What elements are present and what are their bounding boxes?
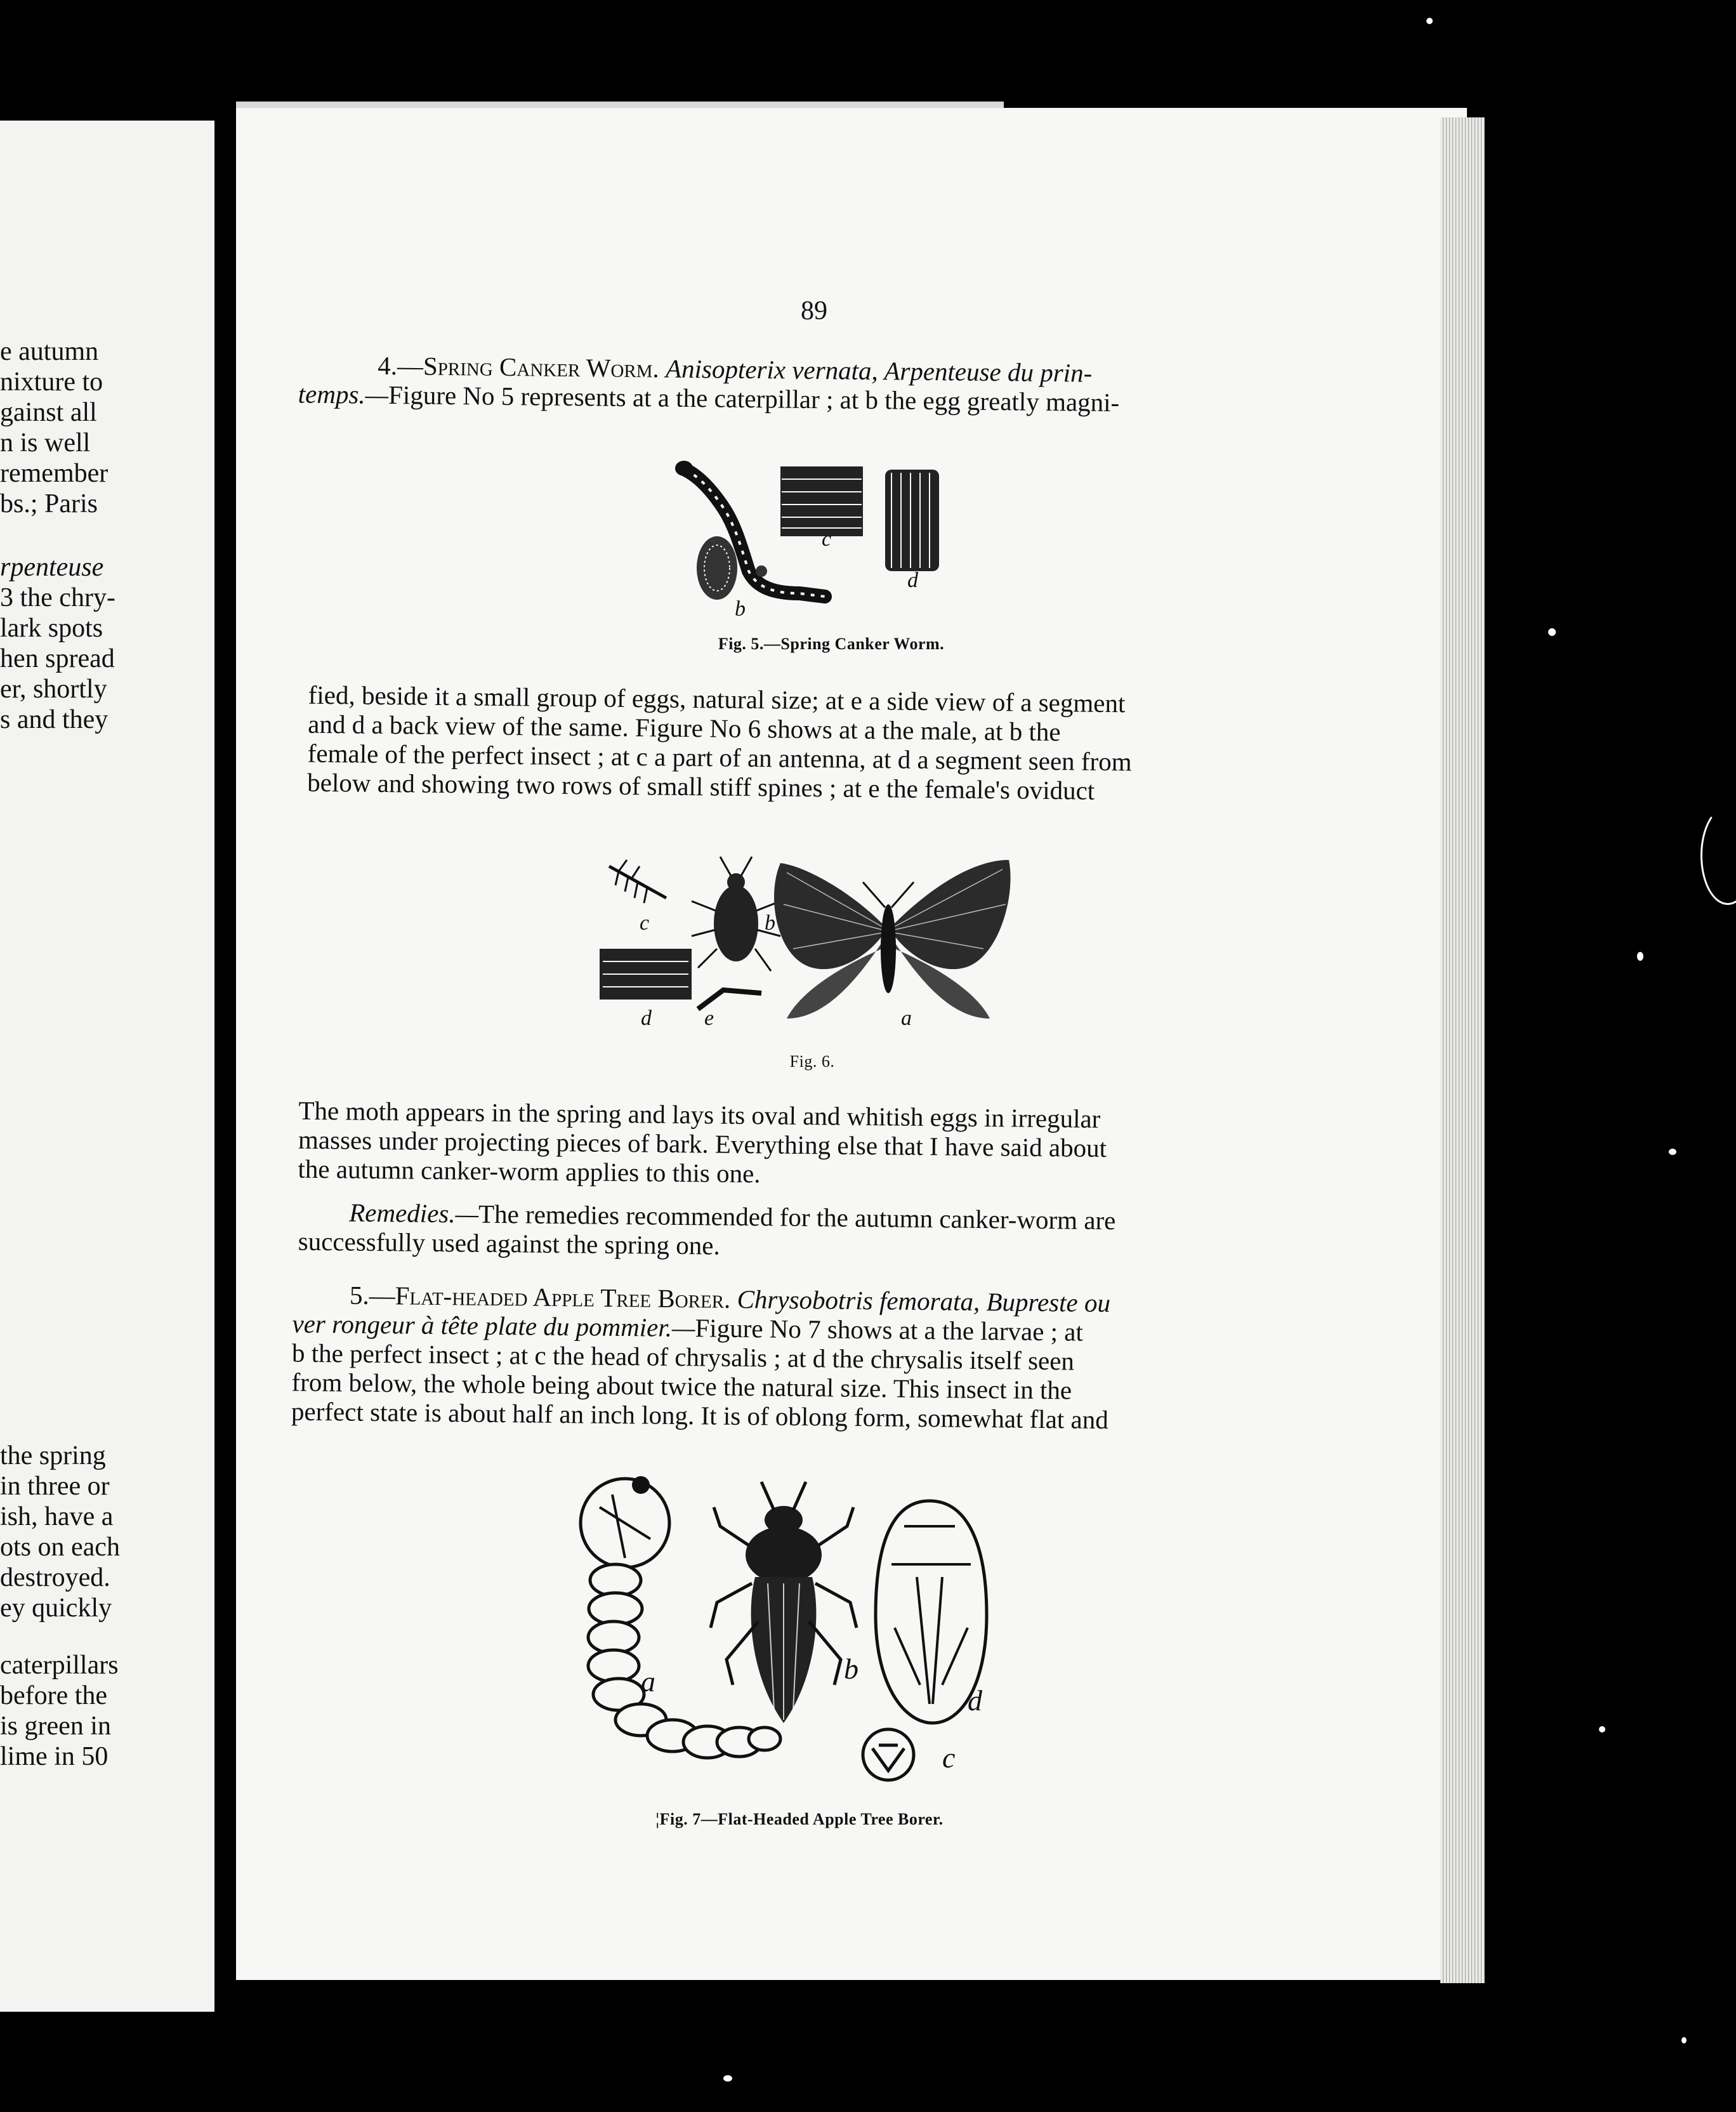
paragraph-3 <box>298 1096 1307 1194</box>
section-4-paragraph <box>298 350 1320 419</box>
text-line: masses under projecting pieces of bark. Everything else that I have said about <box>298 1125 1107 1163</box>
left-line: lark spots <box>0 614 103 643</box>
left-line: the spring <box>0 1441 106 1470</box>
fig6-label-c: c <box>640 911 650 935</box>
fig7-label-c: c <box>942 1741 956 1774</box>
segment-side-drawing <box>780 466 863 536</box>
text-line: from below, the whole being about twice the natural size. This insect in the <box>291 1367 1072 1405</box>
fig6-label-e: e <box>704 1006 714 1030</box>
dust-speck <box>1681 2037 1687 2043</box>
left-line: is green in <box>0 1712 111 1741</box>
dust-speck <box>1637 952 1643 961</box>
text-line: fied, beside it a small group of eggs, natural size; at e a side view of a segment <box>308 680 1126 718</box>
fig7-label-a: a <box>641 1665 655 1698</box>
remedies-text: The remedies recommended for the autumn canker-worm are <box>478 1199 1116 1236</box>
antenna-drawing <box>609 860 666 903</box>
left-line: s and they <box>0 705 109 734</box>
left-line: lime in 50 <box>0 1742 109 1771</box>
section-4-number: 4.— <box>378 350 424 381</box>
section-5-paragraph <box>291 1280 1308 1437</box>
fig6-label-a: a <box>901 1006 912 1030</box>
fig6-label-d: d <box>641 1006 652 1030</box>
figure-5-caption: Fig. 5.—Spring Canker Worm. <box>718 635 945 653</box>
text-line: female of the perfect insect ; at c a part of an antenna, at d a segment seen from <box>307 738 1132 777</box>
fig7-label-d: d <box>968 1684 982 1717</box>
left-line: in three or <box>0 1472 110 1501</box>
figure-5-spring-canker-worm <box>673 457 990 628</box>
left-line: nixture to <box>0 367 103 397</box>
figure-6-moth <box>596 854 1028 1038</box>
paragraph-2 <box>307 680 1311 808</box>
left-line: bs.; Paris <box>0 489 98 518</box>
left-line: ey quickly <box>0 1594 112 1623</box>
text-line: and d a back view of the same. Figure No 6 shows at a the male, at b the <box>308 709 1061 747</box>
dust-speck <box>723 2075 732 2082</box>
fig7-label-b: b <box>844 1653 858 1685</box>
fig5-label-c: c <box>822 527 832 551</box>
section-4-text: Figure No 5 represents at a the caterpillar ; at b the egg greatly magni- <box>388 380 1120 418</box>
left-line: e autumn <box>0 337 99 366</box>
left-line: n is well <box>0 428 91 458</box>
text-line: perfect state is about half an inch long. It is of oblong form, somewhat flat and <box>291 1396 1109 1435</box>
adult-beetle-drawing <box>711 1482 857 1723</box>
left-line: er, shortly <box>0 675 107 704</box>
figure-6-caption: Fig. 6. <box>789 1052 835 1071</box>
left-line: hen spread <box>0 644 115 673</box>
text-line: below and showing two rows of small stiff spines ; at e the female's oviduct <box>307 767 1095 805</box>
left-line: rpenteuse <box>0 553 104 582</box>
text-line: the autumn canker-worm applies to this one. <box>298 1154 761 1189</box>
figure-7-apple-tree-borer <box>574 1475 1031 1793</box>
left-page <box>0 121 216 2012</box>
page-edges <box>1440 117 1485 1983</box>
dust-speck <box>1669 1149 1676 1155</box>
segment-spines-drawing <box>600 949 692 1000</box>
fig6-label-b: b <box>765 911 775 935</box>
section-5-latin: Chrysobotris femorata, Bupreste ou <box>737 1284 1111 1318</box>
text-line: The moth appears in the spring and lays its oval and whitish eggs in irregular <box>298 1095 1101 1133</box>
left-line: gainst all <box>0 398 97 427</box>
left-line: 3 the chry- <box>0 583 115 612</box>
remedies-paragraph <box>298 1198 1308 1267</box>
dust-speck <box>1426 18 1433 24</box>
fig5-label-d: d <box>907 569 918 592</box>
section-5-title: Flat-headed Apple Tree Borer. <box>395 1281 731 1314</box>
left-line: before the <box>0 1681 108 1710</box>
dust-speck <box>1548 628 1556 636</box>
dust-speck <box>1599 1726 1605 1732</box>
section-5-latin-cont: ver rongeur à tête plate du pommier.— <box>292 1309 695 1343</box>
left-line: ots on each <box>0 1533 120 1562</box>
left-line: caterpillars <box>0 1651 119 1680</box>
section-4-title: Spring Canker Worm. <box>423 351 660 383</box>
text-line: b the perfect insect ; at c the head of chrysalis ; at d the chrysalis itself seen <box>291 1338 1075 1376</box>
left-line: ish, have a <box>0 1502 114 1531</box>
remedies-label: Remedies.— <box>349 1198 479 1229</box>
page-number: 89 <box>801 296 827 326</box>
fiber-artifact <box>1700 806 1736 905</box>
section-4-latin: Anisopterix vernata, Arpenteuse du prin- <box>665 353 1093 388</box>
male-moth-drawing <box>774 860 1011 1019</box>
figure-7-caption: ¦Fig. 7—Flat-Headed Apple Tree Borer. <box>655 1810 944 1828</box>
left-line: destroyed. <box>0 1563 110 1592</box>
fig5-label-b: b <box>735 597 746 621</box>
text-line: successfully used against the spring one. <box>298 1226 720 1260</box>
larva-drawing <box>581 1476 780 1758</box>
left-line: remember <box>0 459 109 488</box>
segment-back-drawing <box>885 470 939 571</box>
section-4-latin-cont: temps.— <box>298 379 389 410</box>
section-5-number: 5.— <box>349 1280 395 1310</box>
chrysalis-head-drawing <box>863 1729 914 1780</box>
section-5-text: Figure No 7 shows at a the larvae ; at <box>695 1313 1084 1347</box>
